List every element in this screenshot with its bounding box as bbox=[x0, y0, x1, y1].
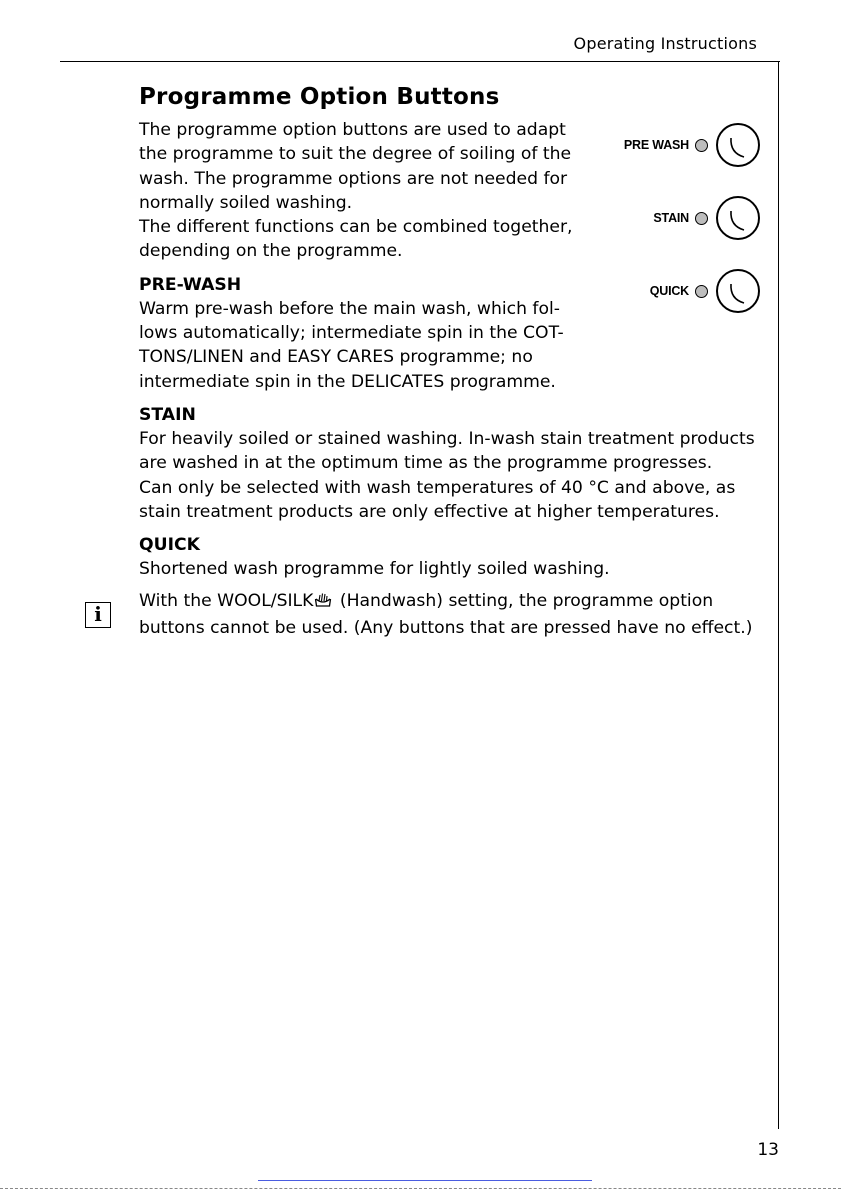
indicator-light bbox=[695, 212, 708, 225]
running-header: Operating Instructions bbox=[573, 34, 757, 53]
section-text: Shortened wash programme for lightly soiled washing. bbox=[139, 559, 610, 580]
option-button-knob bbox=[716, 269, 760, 313]
option-label: STAIN bbox=[653, 211, 689, 225]
indicator-light bbox=[695, 285, 708, 298]
indicator-light bbox=[695, 139, 708, 152]
side-rule bbox=[778, 61, 779, 1129]
intro bbox=[139, 118, 579, 264]
note-text bbox=[139, 589, 764, 640]
info-icon: i bbox=[85, 602, 111, 628]
section-heading: STAIN bbox=[139, 404, 196, 425]
intro-paragraph: The programme option buttons are used to adapt the programme to suit the degree of soiling of the wash. The programme options are not needed for normally soiled washing. bbox=[139, 120, 572, 213]
option-stain bbox=[653, 195, 760, 241]
section-heading: QUICK bbox=[139, 535, 200, 556]
note-text-before: With the WOOL/SILK bbox=[139, 591, 314, 612]
page-title: Programme Option Buttons bbox=[139, 84, 500, 110]
note-text-after: (Handwash) setting, the programme option buttons cannot be used. (Any buttons that are pressed have no effect.) bbox=[139, 591, 753, 638]
intro-paragraph: The different functions can be combined together, depending on the programme. bbox=[139, 217, 573, 262]
section-text: Warm pre-wash before the main wash, which fol-lows automatically; intermediate spin in the COT-TONS/LINEN and EASY CARES programme; no intermediate spin in the DELICATES programme. bbox=[139, 298, 564, 392]
section-heading: PRE-WASH bbox=[139, 274, 242, 295]
handwash-icon bbox=[314, 590, 332, 615]
main-content bbox=[139, 82, 764, 657]
option-button-knob bbox=[716, 123, 760, 167]
section-text: For heavily soiled or stained washing. In-wash stain treatment products are washed in at the optimum time as the programme progresses. bbox=[139, 428, 755, 474]
section-stain bbox=[139, 403, 764, 524]
section-quick bbox=[139, 533, 764, 581]
footer-link-rule bbox=[258, 1180, 592, 1181]
option-label: QUICK bbox=[649, 284, 689, 298]
section-text: Can only be selected with wash temperatures of 40 °C and above, as stain treatment products are only effective at higher temperatures. bbox=[139, 477, 736, 522]
option-pre-wash bbox=[624, 122, 760, 168]
page-number: 13 bbox=[757, 1140, 779, 1160]
header-rule bbox=[60, 61, 780, 62]
option-label: PRE WASH bbox=[623, 138, 689, 152]
option-quick bbox=[650, 268, 760, 314]
option-button-knob bbox=[716, 196, 760, 240]
section-pre-wash bbox=[139, 273, 579, 394]
footer-dashed-rule bbox=[0, 1188, 841, 1189]
